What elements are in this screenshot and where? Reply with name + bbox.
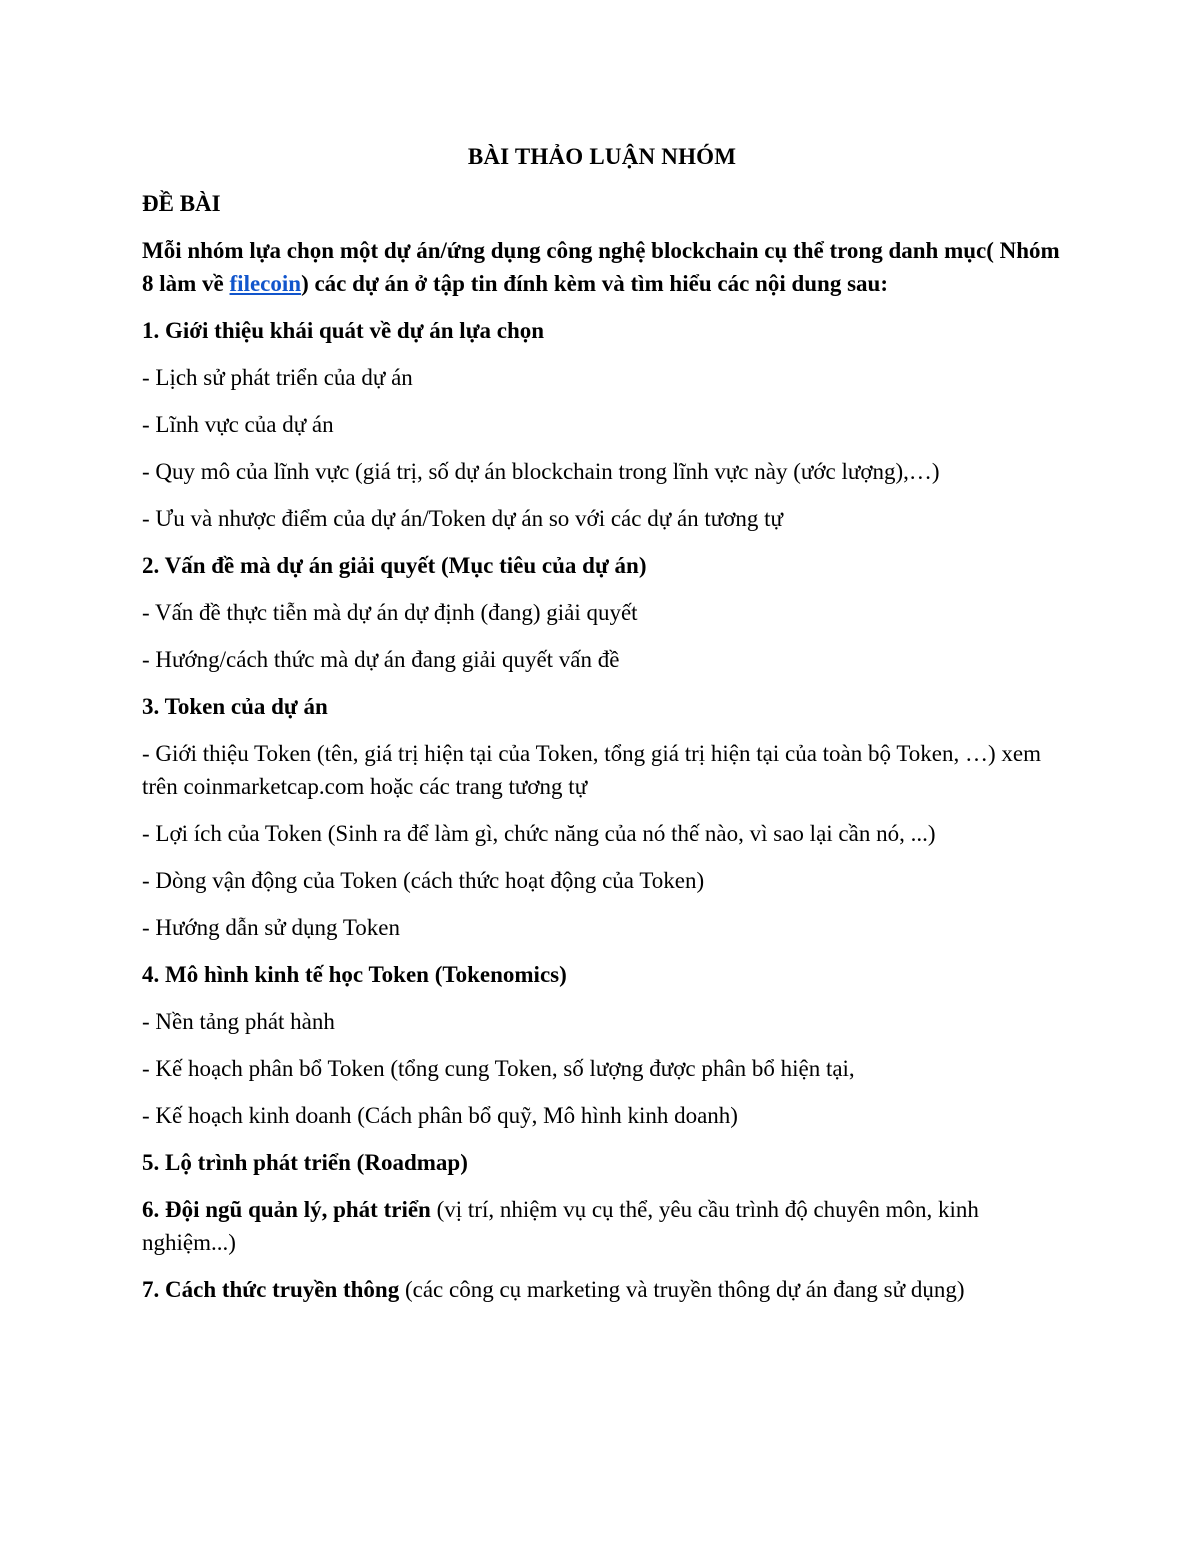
section-7 [142, 1273, 1062, 1306]
list-item: - Kế hoạch kinh doanh (Cách phân bổ quỹ, Mô hình kinh doanh) [142, 1103, 738, 1128]
assignment-heading: ĐỀ BÀI [142, 191, 221, 216]
list-item: - Hướng/cách thức mà dự án đang giải quyết vấn đề [142, 647, 620, 672]
list-item: - Lịch sử phát triển của dự án [142, 365, 413, 390]
list-item: - Ưu và nhược điểm của dự án/Token dự án so với các dự án tương tự [142, 506, 784, 531]
filecoin-link[interactable]: filecoin [229, 271, 302, 296]
section-5-heading: 5. Lộ trình phát triển (Roadmap) [142, 1150, 468, 1175]
list-item: - Nền tảng phát hành [142, 1009, 335, 1034]
section-6 [142, 1193, 1062, 1259]
assignment-intro [142, 234, 1062, 300]
list-item: - Vấn đề thực tiễn mà dự án dự định (đang) giải quyết [142, 600, 638, 625]
section-7-heading: 7. Cách thức truyền thông [142, 1277, 400, 1302]
section-6-detail: (vị trí, nhiệm vụ cụ thể, yêu cầu trình độ chuyên môn, kinh nghiệm...) [142, 1197, 979, 1255]
section-1-heading: 1. Giới thiệu khái quát về dự án lựa chọn [142, 318, 545, 343]
document-title: BÀI THẢO LUẬN NHÓM [467, 144, 737, 169]
list-item: - Quy mô của lĩnh vực (giá trị, số dự án blockchain trong lĩnh vực này (ước lượng),…) [142, 459, 940, 484]
list-item: - Lợi ích của Token (Sinh ra để làm gì, chức năng của nó thế nào, vì sao lại cần nó, ...) [142, 821, 936, 846]
section-4-heading: 4. Mô hình kinh tế học Token (Tokenomics) [142, 962, 567, 987]
section-6-heading: 6. Đội ngũ quản lý, phát triển [142, 1197, 431, 1222]
section-2-heading: 2. Vấn đề mà dự án giải quyết (Mục tiêu của dự án) [142, 553, 647, 578]
section-7-detail: (các công cụ marketing và truyền thông dự án đang sử dụng) [399, 1277, 965, 1302]
list-item: - Giới thiệu Token (tên, giá trị hiện tại của Token, tổng giá trị hiện tại của toàn bộ Token, …) xem trên coinmarketcap.com hoặc các trang tương tự [142, 741, 1041, 799]
document-page [142, 140, 1062, 1320]
list-item: - Kế hoạch phân bổ Token (tổng cung Token, số lượng được phân bổ hiện tại, [142, 1056, 855, 1081]
intro-text-before-link: Mỗi nhóm lựa chọn một dự án/ứng dụng công nghệ blockchain cụ thể trong danh mục( Nhóm 8 làm về [142, 238, 1060, 296]
list-item: - Dòng vận động của Token (cách thức hoạt động của Token) [142, 868, 705, 893]
list-item: - Lĩnh vực của dự án [142, 412, 334, 437]
list-item: - Hướng dẫn sử dụng Token [142, 915, 401, 940]
intro-text-after-link: ) các dự án ở tập tin đính kèm và tìm hiểu các nội dung sau: [301, 271, 888, 296]
section-3-heading: 3. Token của dự án [142, 694, 328, 719]
